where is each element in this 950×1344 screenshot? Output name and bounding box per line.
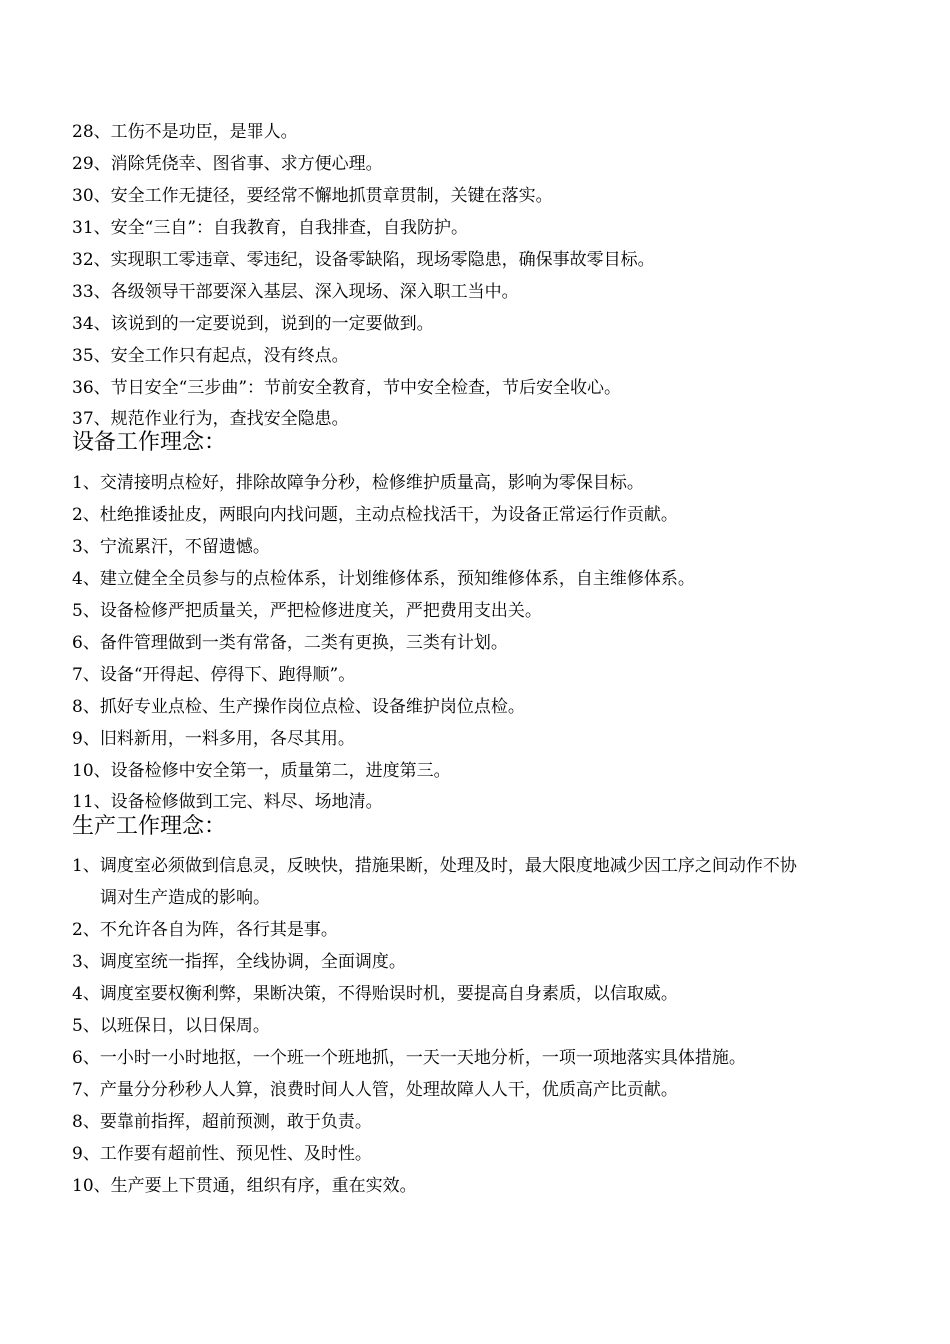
equipment-section-heading: 设备工作理念： [72, 430, 227, 455]
production-item-1-continued: 调对生产造成的影响。 [100, 888, 270, 908]
safety-item-36: 36、节日安全“三步曲”：节前安全教育，节中安全检查，节后安全收心。 [72, 378, 622, 398]
safety-item-28: 28、工伤不是功臣，是罪人。 [72, 122, 298, 142]
production-item-5: 5、以班保日，以日保周。 [72, 1016, 270, 1036]
equipment-item-11: 11、设备检修做到工完、料尽、场地清。 [72, 792, 383, 812]
safety-item-35: 35、安全工作只有起点，没有终点。 [72, 346, 349, 366]
equipment-item-5: 5、设备检修严把质量关，严把检修进度关，严把费用支出关。 [72, 601, 542, 621]
equipment-item-9: 9、旧料新用，一料多用，各尽其用。 [72, 729, 355, 749]
equipment-item-7: 7、设备“开得起、停得下、跑得顺”。 [72, 665, 356, 685]
safety-item-33: 33、各级领导干部要深入基层、深入现场、深入职工当中。 [72, 282, 519, 302]
equipment-item-10: 10、设备检修中安全第一，质量第二，进度第三。 [72, 761, 451, 781]
equipment-item-3: 3、宁流累汗，不留遗憾。 [72, 537, 270, 557]
safety-item-31: 31、安全“三自”：自我教育，自我排查，自我防护。 [72, 218, 469, 238]
production-item-3: 3、调度室统一指挥，全线协调，全面调度。 [72, 952, 406, 972]
production-item-1: 1、调度室必须做到信息灵，反映快，措施果断，处理及时，最大限度地减少因工序之间动作不协 [72, 856, 797, 876]
safety-item-29: 29、消除凭侥幸、图省事、求方便心理。 [72, 154, 383, 174]
equipment-item-6: 6、备件管理做到一类有常备，二类有更换，三类有计划。 [72, 633, 508, 653]
safety-item-37: 37、规范作业行为，查找安全隐患。 [72, 409, 349, 429]
production-item-10: 10、生产要上下贯通，组织有序，重在实效。 [72, 1176, 417, 1196]
production-section-heading: 生产工作理念： [72, 814, 227, 839]
equipment-item-1: 1、交清接明点检好，排除故障争分秒，检修维护质量高，影响为零保目标。 [72, 473, 644, 493]
production-item-2: 2、不允许各自为阵，各行其是事。 [72, 920, 338, 940]
production-item-8: 8、要靠前指挥，超前预测，敢于负责。 [72, 1112, 372, 1132]
production-item-6: 6、一小时一小时地抠，一个班一个班地抓，一天一天地分析，一项一项地落实具体措施。 [72, 1048, 746, 1068]
production-item-7: 7、产量分分秒秒人人算，浪费时间人人管，处理故障人人干，优质高产比贡献。 [72, 1080, 678, 1100]
production-item-9: 9、工作要有超前性、预见性、及时性。 [72, 1144, 372, 1164]
equipment-item-2: 2、杜绝推诿扯皮，两眼向内找问题，主动点检找活干，为设备正常运行作贡献。 [72, 505, 678, 525]
equipment-item-4: 4、建立健全全员参与的点检体系，计划维修体系，预知维修体系，自主维修体系。 [72, 569, 695, 589]
safety-item-30: 30、安全工作无捷径，要经常不懈地抓贯章贯制，关键在落实。 [72, 186, 553, 206]
safety-item-32: 32、实现职工零违章、零违纪，设备零缺陷，现场零隐患，确保事故零目标。 [72, 250, 655, 270]
safety-item-34: 34、该说到的一定要说到，说到的一定要做到。 [72, 314, 434, 334]
equipment-item-8: 8、抓好专业点检、生产操作岗位点检、设备维护岗位点检。 [72, 697, 525, 717]
production-item-4: 4、调度室要权衡利弊，果断决策，不得贻误时机，要提高自身素质，以信取威。 [72, 984, 678, 1004]
